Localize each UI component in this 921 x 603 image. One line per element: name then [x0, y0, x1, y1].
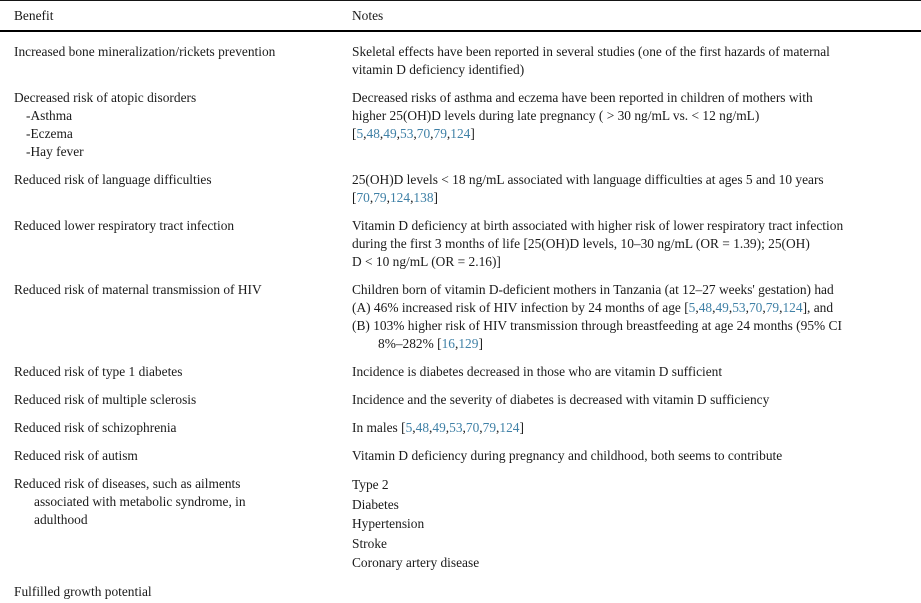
text-segment: Type 2 [352, 477, 389, 492]
text-segment: during the first 3 months of life [25(OH)D levels, 10–30 ng/mL (OR = 1.39); 25(OH) [352, 236, 810, 251]
citation-group: [5,48,49,53,70,79,124] [401, 420, 524, 435]
benefit-line: Reduced risk of autism [14, 448, 138, 463]
text-segment: Vitamin D deficiency at birth associated with higher risk of lower respiratory tract infection [352, 218, 844, 233]
text-segment: D < 10 ng/mL (OR = 2.16)] [352, 254, 501, 269]
table-row [0, 447, 921, 465]
notes-cell [352, 391, 913, 409]
table-row [0, 391, 921, 409]
notes-cell [352, 447, 913, 465]
text-segment: 25(OH)D levels < 18 ng/mL associated with language difficulties at ages 5 and 10 years [352, 172, 824, 187]
column-header-notes: Notes [352, 8, 384, 23]
text-segment: Children born of vitamin D-deficient mothers in Tanzania (at 12–27 weeks' gestation) had [352, 282, 834, 297]
benefit-cell [14, 419, 352, 437]
benefit-cell [14, 475, 352, 573]
citation-link[interactable]: 79 [373, 190, 387, 205]
notes-cell [352, 419, 913, 437]
text-segment: Stroke [352, 535, 387, 551]
notes-line [352, 89, 913, 107]
citation-link[interactable]: 53 [449, 420, 463, 435]
notes-line [352, 253, 913, 271]
citation-link[interactable]: 49 [715, 300, 729, 315]
notes-line [352, 514, 913, 534]
benefit-line: -Eczema [26, 126, 73, 141]
benefit-line: -Asthma [26, 108, 73, 123]
notes-line [352, 553, 913, 573]
citation-link[interactable]: 124 [389, 190, 411, 205]
notes-cell [352, 281, 913, 353]
text-segment: Decreased risks of asthma and eczema have been reported in children of mothers with [352, 90, 813, 105]
notes-line [352, 217, 913, 235]
table-row [0, 43, 921, 79]
benefit-cell [14, 391, 352, 409]
citation-link[interactable]: 53 [732, 300, 746, 315]
notes-line [352, 281, 913, 299]
notes-cell [352, 43, 913, 79]
citation-link[interactable]: 79 [482, 420, 497, 435]
text-segment: 8%–282% [378, 336, 438, 351]
table-row [0, 363, 921, 381]
citation-link[interactable]: 16 [441, 336, 455, 351]
citation-link[interactable]: 70 [416, 126, 431, 141]
citation-link[interactable]: 124 [450, 126, 471, 141]
citation-link[interactable]: 5 [356, 126, 364, 141]
table-body [0, 32, 921, 601]
citation-link[interactable]: 138 [413, 190, 434, 205]
text-segment: (B) 103% higher risk of HIV transmission through breastfeeding at age 24 months (95% CI [352, 318, 842, 333]
table-row [0, 171, 921, 207]
notes-line [352, 363, 913, 381]
text-segment: Skeletal effects have been reported in several studies (one of the first hazards of maternal [352, 44, 830, 59]
notes-line [352, 335, 913, 353]
benefit-cell [14, 217, 352, 271]
citation-link[interactable]: 129 [458, 336, 479, 351]
text-segment: higher 25(OH)D levels during late pregnancy ( > 30 ng/mL vs. < 12 ng/mL) [352, 108, 760, 123]
citation-link[interactable]: 70 [748, 300, 763, 315]
citation-group: [5,48,49,53,70,79,124] [684, 300, 808, 315]
citation-group: [70,79,124,138] [352, 190, 438, 205]
notes-line [352, 61, 913, 79]
benefit-line: Reduced risk of diseases, such as ailments [14, 476, 241, 491]
benefit-line: associated with metabolic syndrome, in [34, 494, 246, 509]
text-segment: vitamin D deficiency identified) [352, 62, 525, 77]
notes-cell [352, 89, 913, 161]
benefit-line: Reduced risk of multiple sclerosis [14, 392, 197, 407]
benefit-line: -Hay fever [26, 144, 84, 159]
benefit-line: Reduced risk of language difficulties [14, 172, 212, 187]
citation-group: [16,129] [437, 336, 483, 351]
benefit-line: Reduced risk of schizophrenia [14, 420, 177, 435]
notes-line [352, 419, 913, 437]
text-segment: Hypertension [352, 516, 425, 531]
text-segment: , and [807, 300, 834, 315]
citation-link[interactable]: 70 [465, 420, 480, 435]
benefit-line: adulthood [34, 512, 88, 527]
citation-link[interactable]: 48 [698, 300, 713, 315]
benefit-cell [14, 363, 352, 381]
benefit-line: Decreased risk of atopic disorders [14, 90, 197, 105]
citation-link[interactable]: 53 [400, 126, 414, 141]
table-row [0, 281, 921, 353]
benefit-cell [14, 43, 352, 79]
notes-line [352, 299, 913, 317]
table-row [0, 89, 921, 161]
benefit-cell [14, 583, 352, 601]
citation-link[interactable]: 70 [356, 190, 370, 205]
benefit-cell [14, 281, 352, 353]
notes-line [352, 107, 913, 125]
header-row [0, 1, 921, 30]
text-segment: Incidence and the severity of diabetes is decreased with vitamin D sufficiency [352, 392, 770, 407]
table-row [0, 419, 921, 437]
citation-link[interactable]: 49 [383, 126, 397, 141]
citation-link[interactable]: 49 [432, 420, 446, 435]
citation-link[interactable]: 5 [405, 420, 413, 435]
notes-line [352, 495, 913, 515]
text-segment: Coronary artery disease [352, 555, 480, 570]
notes-line [352, 534, 913, 554]
notes-line [352, 125, 913, 143]
notes-cell [352, 217, 913, 271]
notes-cell [352, 475, 913, 573]
benefit-line: Reduced lower respiratory tract infection [14, 218, 235, 233]
citation-link[interactable]: 5 [688, 300, 696, 315]
notes-line [352, 235, 913, 253]
citation-link[interactable]: 48 [366, 126, 380, 141]
table-row [0, 217, 921, 271]
citation-link[interactable]: 79 [765, 300, 780, 315]
notes-line [352, 391, 913, 409]
text-segment: Vitamin D deficiency during pregnancy and childhood, both seems to contribute [352, 448, 783, 463]
text-segment: (A) 46% increased risk of HIV infection by 24 months of age [352, 300, 685, 315]
benefit-line: Increased bone mineralization/rickets prevention [14, 44, 276, 59]
table-row [0, 583, 921, 601]
notes-cell [352, 583, 913, 601]
notes-line [352, 189, 913, 207]
citation-group: [5,48,49,53,70,79,124] [352, 126, 475, 141]
benefit-cell [14, 447, 352, 465]
column-header-benefit: Benefit [14, 8, 54, 23]
citation-link[interactable]: 48 [415, 420, 430, 435]
notes-cell [352, 363, 913, 381]
notes-line [352, 447, 913, 465]
benefit-line: Fulfilled growth potential [14, 583, 152, 599]
citation-link[interactable]: 124 [499, 420, 520, 435]
text-segment: Diabetes [352, 496, 399, 512]
table-row [0, 475, 921, 573]
citation-link[interactable]: 79 [433, 126, 447, 141]
notes-cell [352, 171, 913, 207]
citation-link[interactable]: 124 [782, 300, 803, 315]
notes-line [352, 475, 913, 495]
benefit-cell [14, 89, 352, 161]
notes-line [352, 43, 913, 61]
notes-line [352, 171, 913, 189]
benefit-line: Reduced risk of maternal transmission of HIV [14, 282, 262, 297]
benefit-line: Reduced risk of type 1 diabetes [14, 364, 183, 379]
text-segment: In males [352, 420, 402, 435]
text-segment: Incidence is diabetes decreased in those who are vitamin D sufficient [352, 364, 723, 379]
notes-line [352, 317, 913, 335]
benefit-cell [14, 171, 352, 207]
